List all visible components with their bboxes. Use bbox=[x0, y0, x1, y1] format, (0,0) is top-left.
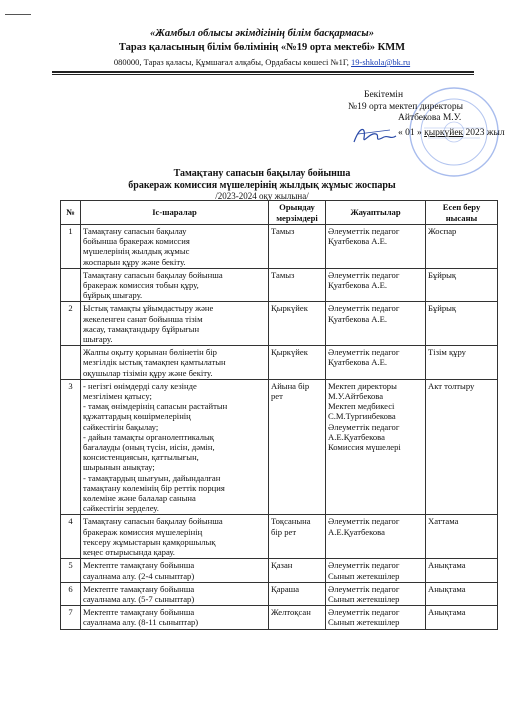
cell-text: Қуатбекова А.Е. bbox=[328, 313, 388, 324]
approval-date-day: « 01 » bbox=[398, 127, 422, 138]
cell-text: мезгілдік ыстық тамақпен қамтылатын bbox=[83, 357, 226, 368]
table-row bbox=[61, 515, 498, 559]
plan-title-year: /2023-2024 оқу жылына/ bbox=[215, 191, 309, 201]
cell-text: Тамақтану сапасын бақылау бойынша bbox=[83, 269, 223, 280]
approval-line-1: Бекітемін bbox=[364, 90, 404, 100]
cell-text: Мектеп директоры bbox=[328, 380, 397, 391]
cell-text: шырынын анықтау; bbox=[83, 462, 155, 473]
cell-report bbox=[426, 559, 498, 582]
cell-responsible bbox=[326, 268, 426, 302]
cell-text: Мектепте тамақтану бойынша bbox=[83, 560, 195, 571]
header-line-2: Тараз қаласының білім бөлімінің «№19 орта мектебі» КММ bbox=[118, 42, 406, 53]
cell-text: жекеленген санат бойынша тізім bbox=[83, 313, 203, 324]
cell-term bbox=[269, 379, 326, 515]
approval-date bbox=[398, 128, 505, 140]
approval-date-year: 2023 жыл bbox=[465, 127, 505, 138]
cell-text: сауалнама алу. (8-11 сыныптар) bbox=[83, 617, 199, 628]
header-rule-thin bbox=[52, 74, 474, 75]
cell-responsible bbox=[326, 606, 426, 629]
cell-text: Қазан bbox=[271, 560, 293, 571]
cell-text: сауалнама алу. (5-7 сыныптар) bbox=[83, 593, 195, 604]
row-number: 3 bbox=[61, 379, 81, 515]
cell-report bbox=[426, 225, 498, 269]
cell-text: бағалауды (оның түсін, иісін, дәмін, bbox=[83, 442, 215, 453]
cell-text: шығару. bbox=[83, 334, 113, 345]
cell-text: Айына бір bbox=[271, 380, 310, 391]
cell-text: консистенциясын, қаттылығын, bbox=[83, 452, 199, 463]
table-row bbox=[61, 582, 498, 605]
approval-line-3: Айтбекова М.У. bbox=[398, 113, 462, 123]
header-term: Орындау мерзімдері bbox=[269, 201, 326, 225]
row-number: 7 bbox=[61, 606, 81, 629]
cell-text: Әлеуметтік педагог bbox=[328, 269, 400, 280]
cell-report bbox=[426, 268, 498, 302]
cell-text: С.М.Тургинбекова bbox=[328, 411, 396, 422]
cell-text: Әлеуметтік педагог bbox=[328, 560, 400, 571]
cell-text: мүшелерінің жылдық жұмыс bbox=[83, 246, 190, 257]
cell-text: Қараша bbox=[271, 583, 300, 594]
cell-text: Қуатбекова А.Е. bbox=[328, 236, 388, 247]
cell-term bbox=[269, 582, 326, 605]
plan-table-body bbox=[61, 225, 498, 630]
cell-text: - тамақ өнімдерінің сапасын растайтын bbox=[83, 401, 228, 412]
cell-activity bbox=[81, 559, 269, 582]
cell-text: - тамақтардың шығуын, дайындалған bbox=[83, 472, 221, 483]
row-number: 5 bbox=[61, 559, 81, 582]
cell-text: Әлеуметтік педагог bbox=[328, 303, 400, 314]
cell-text: - дайын тамақты органолептикалық bbox=[83, 431, 214, 442]
cell-text: Қуатбекова А.Е. bbox=[328, 357, 388, 368]
row-number: 1 bbox=[61, 225, 81, 269]
table-row bbox=[61, 225, 498, 269]
cell-text: Анықтама bbox=[428, 560, 466, 571]
cell-text: Әлеуметтік педагог bbox=[328, 516, 400, 527]
header-email-link[interactable]: 19-shkola@bk.ru bbox=[351, 57, 411, 67]
cell-term bbox=[269, 268, 326, 302]
cell-text: Тамақтану сапасын бақылау бойынша bbox=[83, 516, 223, 527]
header-report: Есеп беру нысаны bbox=[426, 201, 498, 225]
table-row bbox=[61, 559, 498, 582]
cell-responsible bbox=[326, 346, 426, 380]
header-responsible: Жауаптылар bbox=[326, 201, 426, 225]
cell-text: Акт толтыру bbox=[428, 380, 475, 391]
cell-report bbox=[426, 346, 498, 380]
cell-text: тексеру жұмыстарын қамқоршылық bbox=[83, 536, 216, 547]
cell-text: Бұйрық bbox=[428, 303, 457, 314]
cell-report bbox=[426, 606, 498, 629]
cell-text: жасау, тамақтандыру бұйрығын bbox=[83, 323, 200, 334]
cell-activity bbox=[81, 606, 269, 629]
table-row bbox=[61, 606, 498, 629]
cell-text: Анықтама bbox=[428, 583, 466, 594]
cell-text: мезгілімен қатысу; bbox=[83, 391, 152, 402]
cell-responsible bbox=[326, 559, 426, 582]
cell-term bbox=[269, 515, 326, 559]
table-row bbox=[61, 268, 498, 302]
cell-text: Мектеп медбикесі bbox=[328, 401, 395, 412]
cell-text: көлеміне және балалар санына bbox=[83, 493, 196, 504]
plan-table bbox=[60, 200, 498, 630]
cell-text: Жоспар bbox=[428, 226, 457, 236]
cell-text: Желтоқсан bbox=[271, 607, 311, 618]
cell-text: Комиссия мүшелері bbox=[328, 442, 401, 453]
cell-text: бұйрық шығару. bbox=[83, 290, 143, 301]
cell-text: Сынып жетекшілер bbox=[328, 593, 400, 604]
row-number: 4 bbox=[61, 515, 81, 559]
cell-activity bbox=[81, 302, 269, 346]
cell-text: Хаттама bbox=[428, 516, 459, 527]
plan-title-line-2: бракераж комиссия мүшелерінің жылдық жұмыс жоспары bbox=[128, 180, 396, 191]
cell-activity bbox=[81, 379, 269, 515]
header-activity: Іс-шаралар bbox=[81, 201, 269, 225]
cell-responsible bbox=[326, 515, 426, 559]
cell-text: сауалнама алу. (2-4 сыныптар) bbox=[83, 570, 195, 581]
cell-text: Тоқсанына bbox=[271, 516, 311, 527]
cell-text: рет bbox=[271, 391, 283, 402]
cell-report bbox=[426, 379, 498, 515]
header-address-text: 080000, Тараз қаласы, Құмшағал алқабы, Ордабасы көшесі №1Г, bbox=[113, 57, 349, 67]
cell-responsible bbox=[326, 582, 426, 605]
approval-date-month: қыркүйек bbox=[424, 127, 464, 138]
cell-activity bbox=[81, 225, 269, 269]
cell-text: А.Е.Қуатбекова bbox=[328, 526, 385, 537]
cell-activity bbox=[81, 346, 269, 380]
plan-title-line-1: Тамақтану сапасын бақылау бойынша bbox=[173, 168, 351, 179]
row-number bbox=[61, 346, 81, 380]
cell-responsible bbox=[326, 302, 426, 346]
cell-text: бракераж комиссия мүшелерінің bbox=[83, 526, 203, 537]
cell-text: Тамыз bbox=[271, 226, 295, 236]
table-row bbox=[61, 379, 498, 515]
cell-text: Тамақтану сапасын бақылау bbox=[83, 226, 187, 236]
cell-text: А.Е.Қуатбекова bbox=[328, 431, 385, 442]
cell-activity bbox=[81, 515, 269, 559]
cell-text: тамақтану көлемінің бір реттік порция bbox=[83, 482, 225, 493]
header-rule-thick bbox=[52, 71, 474, 73]
row-number: 6 bbox=[61, 582, 81, 605]
cell-text: кеңес отырысында қарау. bbox=[83, 547, 175, 558]
cell-text: сәйкестігін зерделеу. bbox=[83, 503, 159, 514]
cell-text: Тізім құру bbox=[428, 347, 466, 358]
cell-text: бракераж комиссия тобын құру, bbox=[83, 280, 199, 291]
table-row bbox=[61, 346, 498, 380]
cell-report bbox=[426, 515, 498, 559]
cell-term bbox=[269, 346, 326, 380]
cell-responsible bbox=[326, 225, 426, 269]
cell-text: жоспарын құру және бекіту. bbox=[83, 256, 186, 267]
cell-text: Әлеуметтік педагог bbox=[328, 226, 400, 236]
row-number: 2 bbox=[61, 302, 81, 346]
cell-text: Қыркүйек bbox=[271, 347, 308, 358]
cell-text: Анықтама bbox=[428, 607, 466, 618]
cell-text: Мектепте тамақтану бойынша bbox=[83, 607, 195, 618]
cell-report bbox=[426, 582, 498, 605]
cell-text: Қуатбекова А.Е. bbox=[328, 280, 388, 291]
cell-text: Сынып жетекшілер bbox=[328, 617, 400, 628]
approval-block bbox=[340, 90, 505, 139]
cell-term bbox=[269, 606, 326, 629]
cell-text: Әлеуметтік педагог bbox=[328, 583, 400, 594]
cell-text: құжаттардың көшірмелерінің bbox=[83, 411, 191, 422]
cell-text: Бұйрық bbox=[428, 269, 457, 280]
cell-text: Әлеуметтік педагог bbox=[328, 347, 400, 358]
cell-term bbox=[269, 225, 326, 269]
table-row bbox=[61, 302, 498, 346]
cell-activity bbox=[81, 268, 269, 302]
cell-text: - негізгі өнімдерді салу кезінде bbox=[83, 380, 197, 391]
cell-text: сәйкестігін бақылау; bbox=[83, 421, 159, 432]
cell-text: Сынып жетекшілер bbox=[328, 570, 400, 581]
cell-text: Қыркүйек bbox=[271, 303, 308, 314]
cell-text: оқушылар тізімін құру және бекіту. bbox=[83, 367, 213, 378]
cell-text: Әлеуметтік педагог bbox=[328, 421, 400, 432]
cell-text: Мектепте тамақтану бойынша bbox=[83, 583, 195, 594]
header-line-1: «Жамбыл облысы әкімдігінің білім басқармасы» bbox=[150, 28, 374, 39]
row-number bbox=[61, 268, 81, 302]
cell-activity bbox=[81, 582, 269, 605]
cell-text: бір рет bbox=[271, 526, 297, 537]
cell-text: Әлеуметтік педагог bbox=[328, 607, 400, 618]
cell-term bbox=[269, 559, 326, 582]
header-address bbox=[0, 57, 524, 67]
header-num: № bbox=[61, 201, 81, 225]
cell-term bbox=[269, 302, 326, 346]
top-left-rule bbox=[5, 14, 31, 15]
cell-text: М.У.Айтбекова bbox=[328, 391, 384, 402]
cell-text: Жалпы оқыту қорынан бөлінетін бір bbox=[83, 347, 217, 358]
approval-line-2: №19 орта мектеп директоры bbox=[348, 101, 464, 112]
cell-text: бойынша бракераж комиссия bbox=[83, 236, 190, 247]
cell-responsible bbox=[326, 379, 426, 515]
cell-text: Ыстық тамақты ұйымдастыру және bbox=[83, 303, 214, 314]
cell-text: Тамыз bbox=[271, 269, 295, 280]
cell-report bbox=[426, 302, 498, 346]
